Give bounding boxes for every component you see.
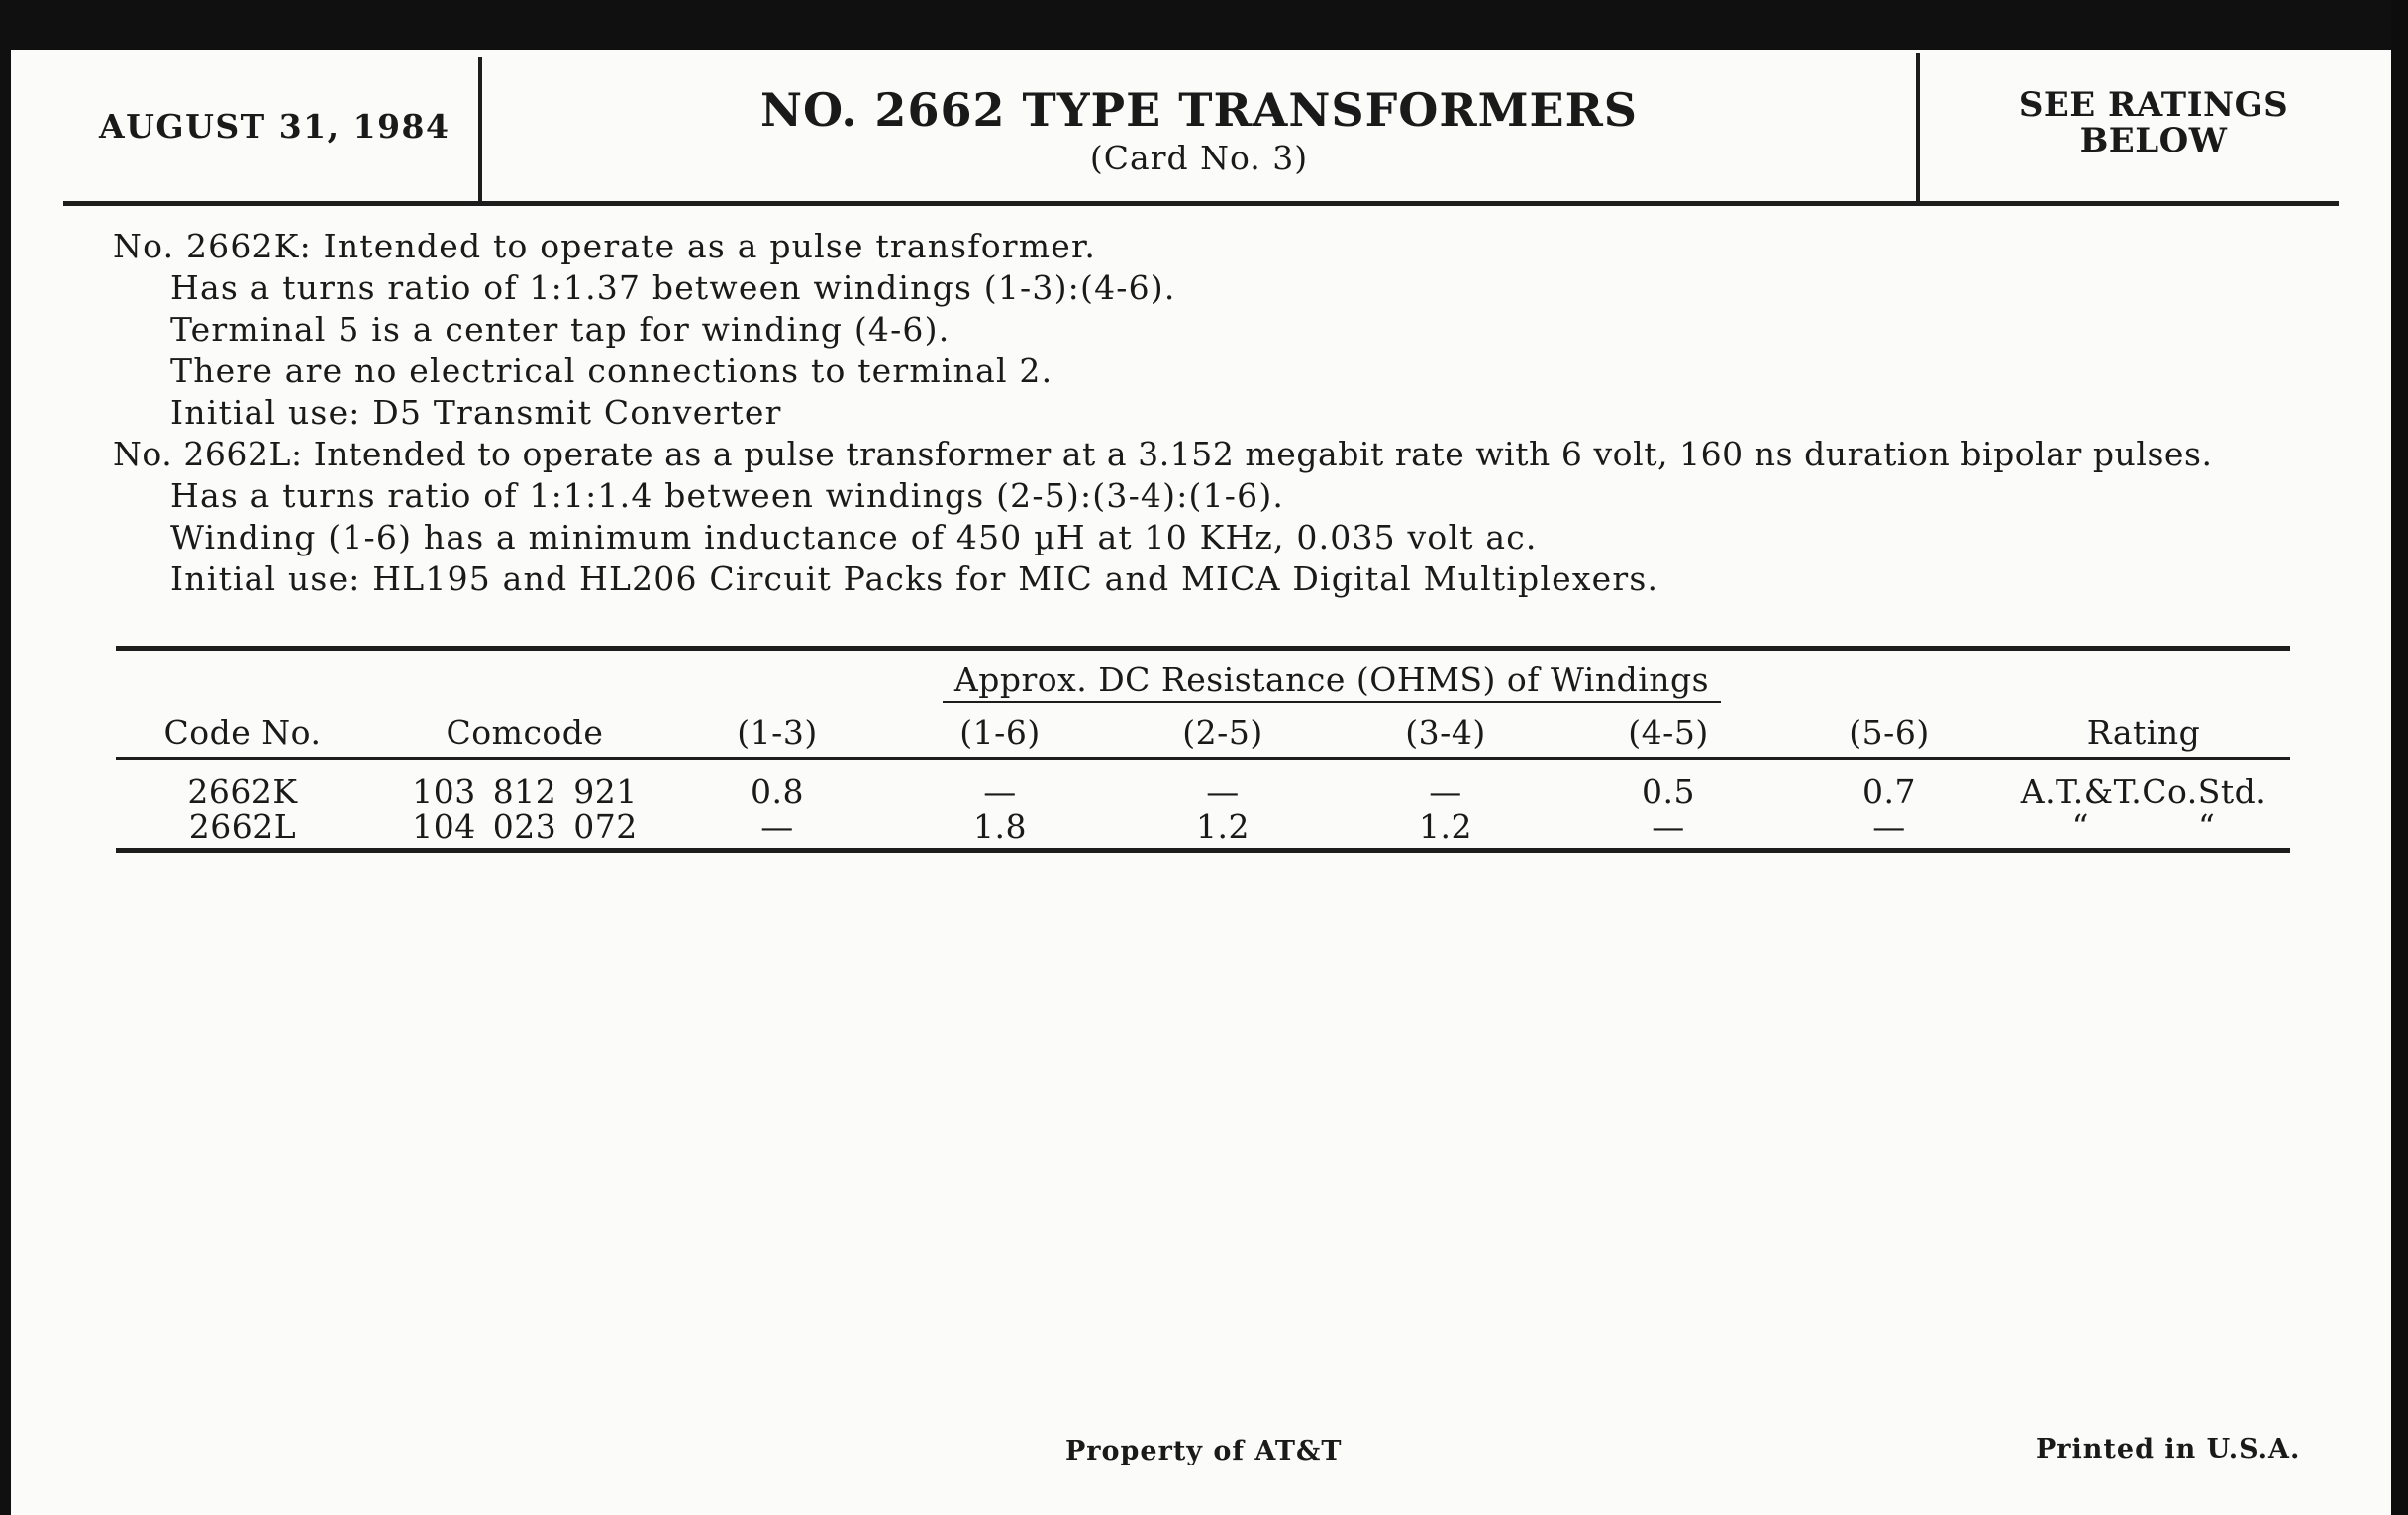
table-header-rule xyxy=(116,758,2290,760)
desc-line: Has a turns ratio of 1:1.37 between windings (1-3):(4-6). xyxy=(170,268,1176,307)
col-header-1-6: (1-6) xyxy=(959,713,1041,752)
card-subtitle: (Card No. 3) xyxy=(1089,139,1309,177)
card-title: NO. 2662 TYPE TRANSFORMERS xyxy=(759,83,1639,137)
desc-line: Has a turns ratio of 1:1:1.4 between windings (2-5):(3-4):(1-6). xyxy=(170,476,1285,515)
cell-comcode: 104 023 072 xyxy=(412,807,638,846)
table-bottom-rule xyxy=(116,848,2290,853)
cell-1-3: — xyxy=(760,807,794,846)
cell-comcode: 103 812 921 xyxy=(412,772,638,811)
col-header-3-4: (3-4) xyxy=(1405,713,1486,752)
cell-1-6: 1.8 xyxy=(973,807,1027,846)
rating-note-line1: SEE RATINGS xyxy=(2018,85,2289,125)
cell-code: 2662L xyxy=(188,807,297,846)
cell-3-4: — xyxy=(1429,772,1462,811)
desc-line: No. 2662K: Intended to operate as a pulse transformer. xyxy=(113,227,1097,265)
scan-edge xyxy=(2391,0,2408,1515)
card-date: AUGUST 31, 1984 xyxy=(99,107,451,146)
desc-line: Initial use: HL195 and HL206 Circuit Packs for MIC and MICA Digital Multiplexers. xyxy=(170,559,1659,598)
cell-rating: A.T.&T.Co.Std. xyxy=(2020,772,2267,811)
footer-property: Property of AT&T xyxy=(1065,1436,1343,1466)
col-header-2-5: (2-5) xyxy=(1182,713,1263,752)
group-header-underline xyxy=(943,701,1721,703)
cell-code: 2662K xyxy=(187,772,298,811)
group-header: Approx. DC Resistance (OHMS) of Windings xyxy=(953,660,1710,699)
header-rule xyxy=(63,201,2339,206)
desc-line: Winding (1-6) has a minimum inductance of 450 µH at 10 KHz, 0.035 volt ac. xyxy=(170,518,1538,556)
col-header-5-6: (5-6) xyxy=(1849,713,1930,752)
col-header-comcode: Comcode xyxy=(446,713,604,752)
rating-note xyxy=(1921,87,2386,158)
desc-line: There are no electrical connections to terminal 2. xyxy=(170,352,1054,390)
cell-5-6: 0.7 xyxy=(1862,772,1916,811)
cell-1-3: 0.8 xyxy=(751,772,804,811)
cell-3-4: 1.2 xyxy=(1419,807,1472,846)
cell-2-5: — xyxy=(1206,772,1240,811)
col-header-code: Code No. xyxy=(163,713,322,752)
col-header-4-5: (4-5) xyxy=(1628,713,1709,752)
cell-2-5: 1.2 xyxy=(1196,807,1250,846)
cell-4-5: — xyxy=(1652,807,1685,846)
rating-note-line2: BELOW xyxy=(2079,121,2228,160)
desc-line: Terminal 5 is a center tap for winding (4-6). xyxy=(170,310,951,349)
footer-printed: Printed in U.S.A. xyxy=(2036,1434,2301,1464)
cell-5-6: — xyxy=(1872,807,1906,846)
cell-4-5: 0.5 xyxy=(1642,772,1695,811)
cell-rating-ditto: “ “ xyxy=(2071,807,2216,846)
table-top-rule xyxy=(116,646,2290,651)
col-header-1-3: (1-3) xyxy=(737,713,818,752)
col-header-rating: Rating xyxy=(2086,713,2201,752)
cell-1-6: — xyxy=(983,772,1017,811)
desc-line: Initial use: D5 Transmit Converter xyxy=(170,393,782,432)
desc-line: No. 2662L: Intended to operate as a pulse transformer at a 3.152 megabit rate with 6 volt, 160 ns duration bipolar pulses. xyxy=(113,435,2213,473)
